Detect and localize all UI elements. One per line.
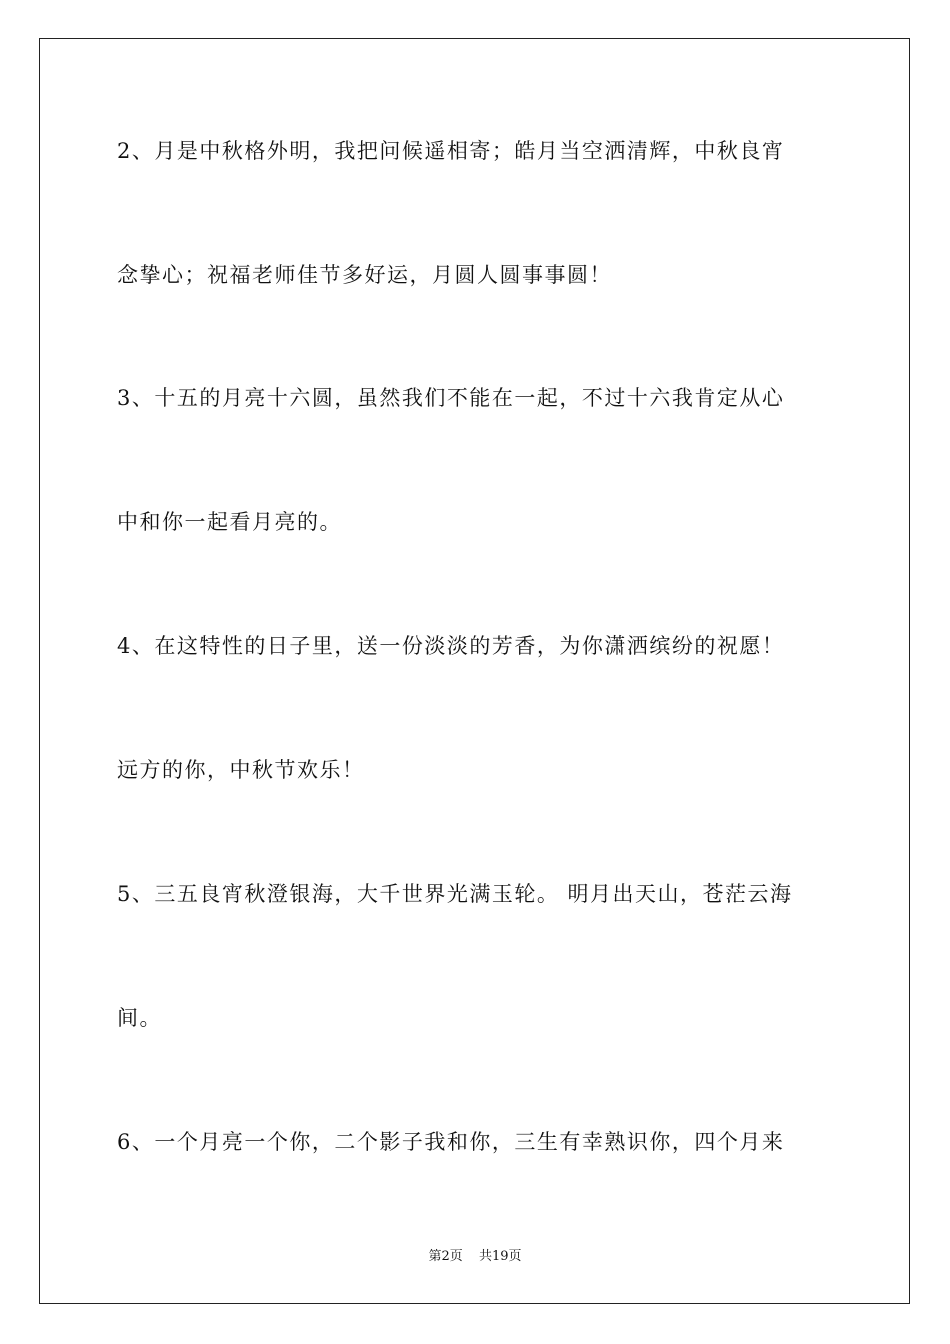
text-line: 3、十五的月亮十六圆，虽然我们不能在一起，不过十六我肯定从心 [117,386,785,410]
text-line: 2、月是中秋格外明，我把问候遥相寄；皓月当空洒清辉，中秋良宵 [117,139,785,163]
page-footer [0,1249,950,1265]
page-border [39,38,910,1304]
text-line: 中和你一起看月亮的。 [117,510,342,534]
text-line: 4、在这特性的日子里，送一份淡淡的芳香，为你潇洒缤纷的祝愿！ [117,634,785,658]
page-number: 第2页 [428,1249,463,1264]
text-line: 远方的你，中秋节欢乐！ [117,758,365,782]
text-line: 间。 [117,1006,162,1030]
text-line: 念挚心；祝福老师佳节多好运，月圆人圆事事圆！ [117,263,612,287]
page-total: 共19页 [478,1249,522,1264]
text-line: 6、一个月亮一个你，二个影子我和你，三生有幸熟识你，四个月来 [117,1130,785,1154]
text-line: 5、三五良宵秋澄银海，大千世界光满玉轮。 明月出天山，苍茫云海 [117,882,793,906]
